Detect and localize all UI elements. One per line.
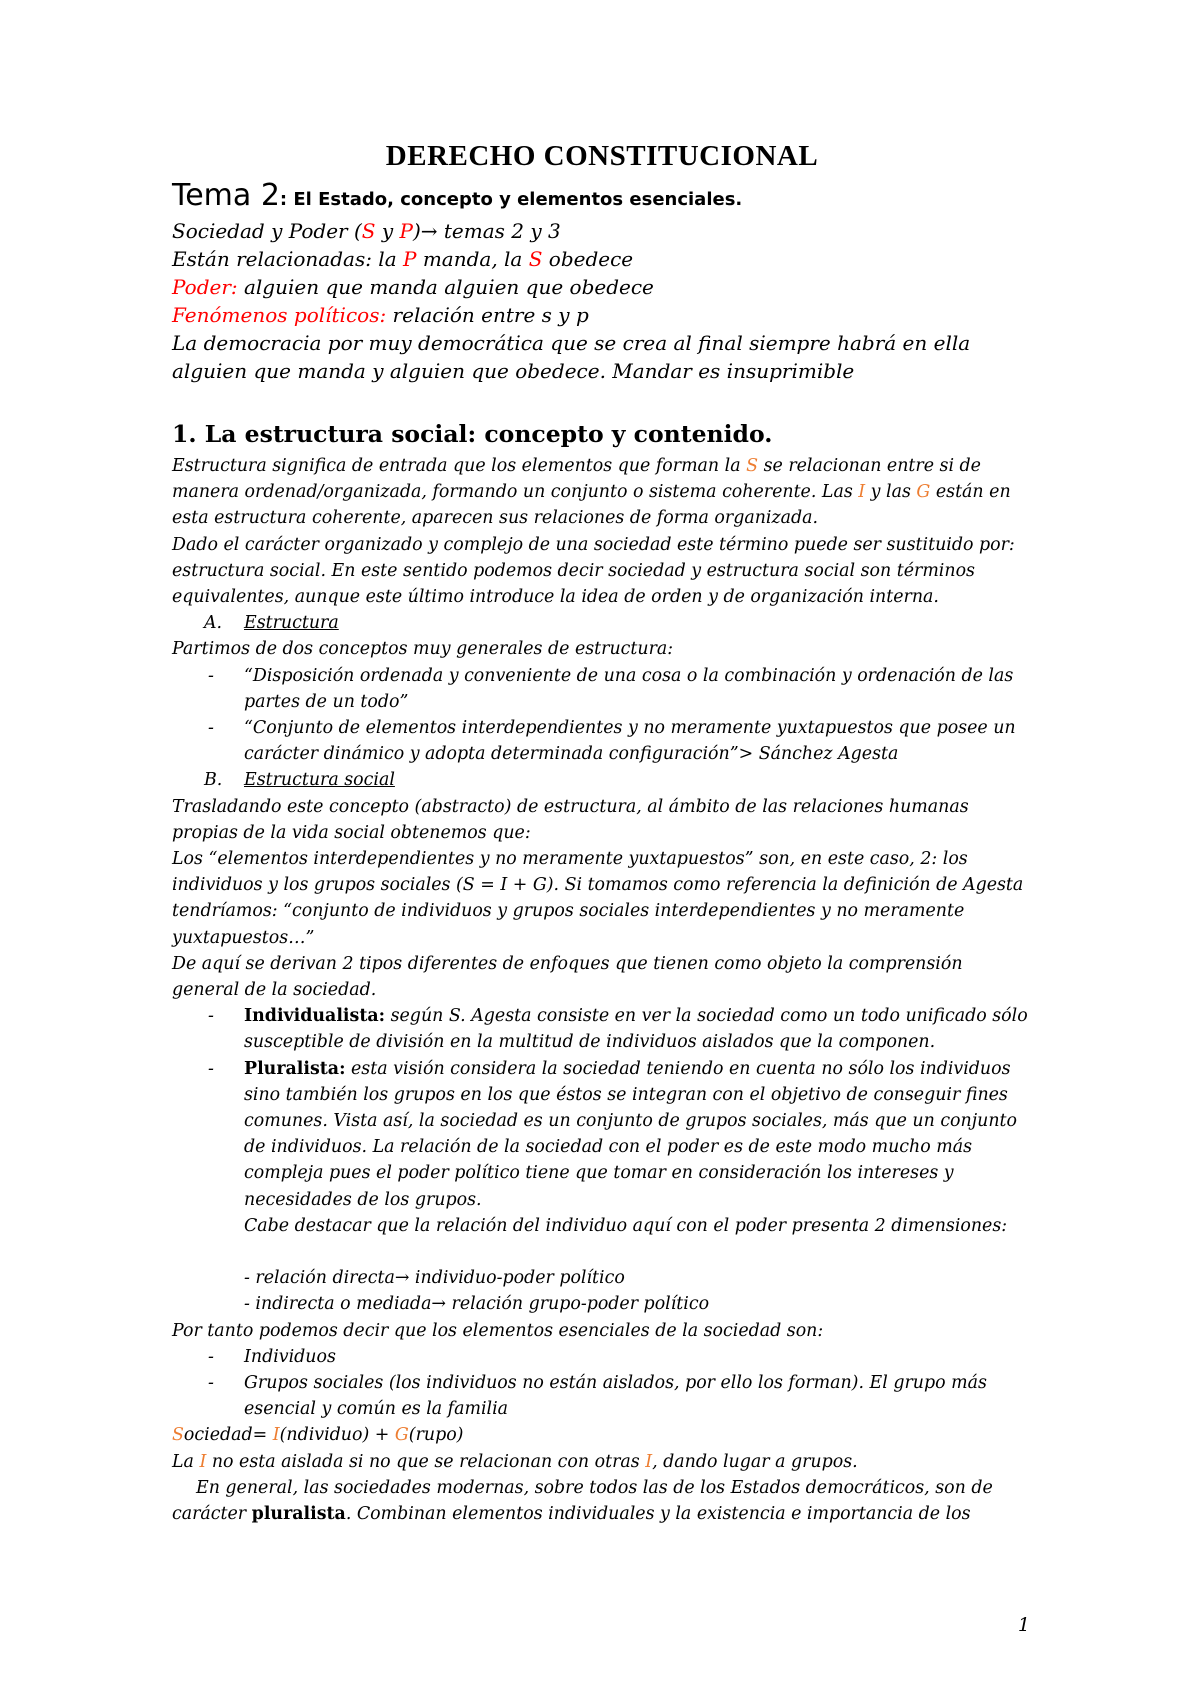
intro-line-2: Están relacionadas: la P manda, la S obedece: [172, 247, 634, 271]
dimension-direct: - relación directa→ individuo-poder político: [244, 1268, 625, 1289]
document-page: [172, 140, 1032, 1527]
paragraph-concepts: Partimos de dos conceptos muy generales de estructura:: [172, 639, 674, 660]
list-item: - Individuos: [208, 1346, 336, 1367]
intro-line-4: Fenómenos políticos: relación entre s y p: [172, 303, 589, 327]
paragraph-transfer: Trasladando este concepto (abstracto) de estructura, al ámbito de las relaciones humanas propias de la vida social obtenemos que:: [172, 796, 969, 843]
intro-line-1: Sociedad y Poder (S y P)→ temas 2 y 3: [172, 219, 561, 243]
section-body: [172, 453, 1032, 1527]
paragraph-individual: La I no esta aislada si no que se relacionan con otras I, dando lugar a grupos.: [172, 1451, 858, 1472]
subheading-b: B. Estructura social: [204, 770, 395, 791]
paragraph-essential: Por tanto podemos decir que los elementos esenciales de la sociedad son:: [172, 1320, 824, 1341]
intro-line-5: La democracia por muy democrática que se crea al final siempre habrá en ella alguien que manda y alguien que obedece. Mandar es insuprimible: [172, 331, 971, 383]
subheading-a: A. Estructura: [204, 613, 339, 634]
list-item: - “Conjunto de elementos interdependientes y no meramente yuxtapuestos que posee un carácter dinámico y adopta determinada configuración”> Sánchez Agesta: [208, 718, 1016, 765]
dimension-indirect: - indirecta o mediada→ relación grupo-poder político: [244, 1294, 710, 1315]
topic-heading: [172, 179, 1032, 217]
intro-notes: [172, 217, 1032, 385]
page-number: 1: [1017, 1614, 1030, 1636]
list-item: - Grupos sociales (los individuos no están aislados, por ello los forman). El grupo más esencial y común es la familia: [208, 1372, 987, 1420]
list-item: - Pluralista: esta visión considera la sociedad teniendo en cuenta no sólo los individuos sino también los grupos en los que éstos se integran con el objetivo de conseguir fines comunes. Vista así, la sociedad es un conjunto de grupos sociales, más que un conjunto de individuos. La relación de la sociedad con el poder es de este modo mucho más compleja pues el poder político tiene que tomar en consideración los intereses y necesidades de los grupos.: [208, 1058, 1017, 1210]
topic-title: : El Estado, concepto y elementos esenciales.: [279, 189, 743, 210]
paragraph-pluralist: En general, las sociedades modernas, sobre todos las de los Estados democráticos, son de carácter pluralista. Combinan elementos individuales y la existencia e importancia de los: [172, 1477, 993, 1524]
formula-line: Sociedad= I(ndividuo) + G(rupo): [172, 1425, 464, 1446]
paragraph-dimensions: Cabe destacar que la relación del individuo aquí con el poder presenta 2 dimensiones:: [244, 1215, 1008, 1236]
paragraph-elements: Los “elementos interdependientes y no meramente yuxtapuestos” son, en este caso, 2: los individuos y los grupos sociales (S = I + G). Si tomamos como referencia la definición de Agesta tendríamos: “conjunto de individuos y grupos sociales interdependientes y no meramente yuxtapuestos…”: [172, 849, 1024, 948]
list-item: - Individualista: según S. Agesta consiste en ver la sociedad como un todo unificado sólo susceptible de división en la multitud de individuos aislados que la componen.: [208, 1006, 1028, 1053]
section-heading: 1. La estructura social: concepto y contenido.: [172, 420, 773, 448]
paragraph-structure: Estructura significa de entrada que los elementos que forman la S se relacionan entre si de manera ordenad/organizada, formando un conjunto o sistema coherente. Las I y las G están en esta estructura coherente, aparecen sus relaciones de forma organizada.: [172, 456, 1011, 529]
document-title: DERECHO CONSTITUCIONAL: [385, 140, 819, 172]
list-item: - “Disposición ordenada y conveniente de una cosa o la combinación y ordenación de las partes de un todo”: [208, 665, 1014, 712]
paragraph-social-structure: Dado el carácter organizado y complejo de una sociedad este término puede ser sustituido por: estructura social. En este sentido podemos decir sociedad y estructura social son términos equivalentes, aunque este último introduce la idea de orden y de organización interna.: [172, 534, 1015, 608]
topic-number: Tema 2: [172, 178, 280, 213]
paragraph-approaches: De aquí se derivan 2 tipos diferentes de enfoques que tienen como objeto la comprensión general de la sociedad.: [172, 953, 963, 1001]
intro-line-3: Poder: alguien que manda alguien que obedece: [172, 275, 654, 299]
